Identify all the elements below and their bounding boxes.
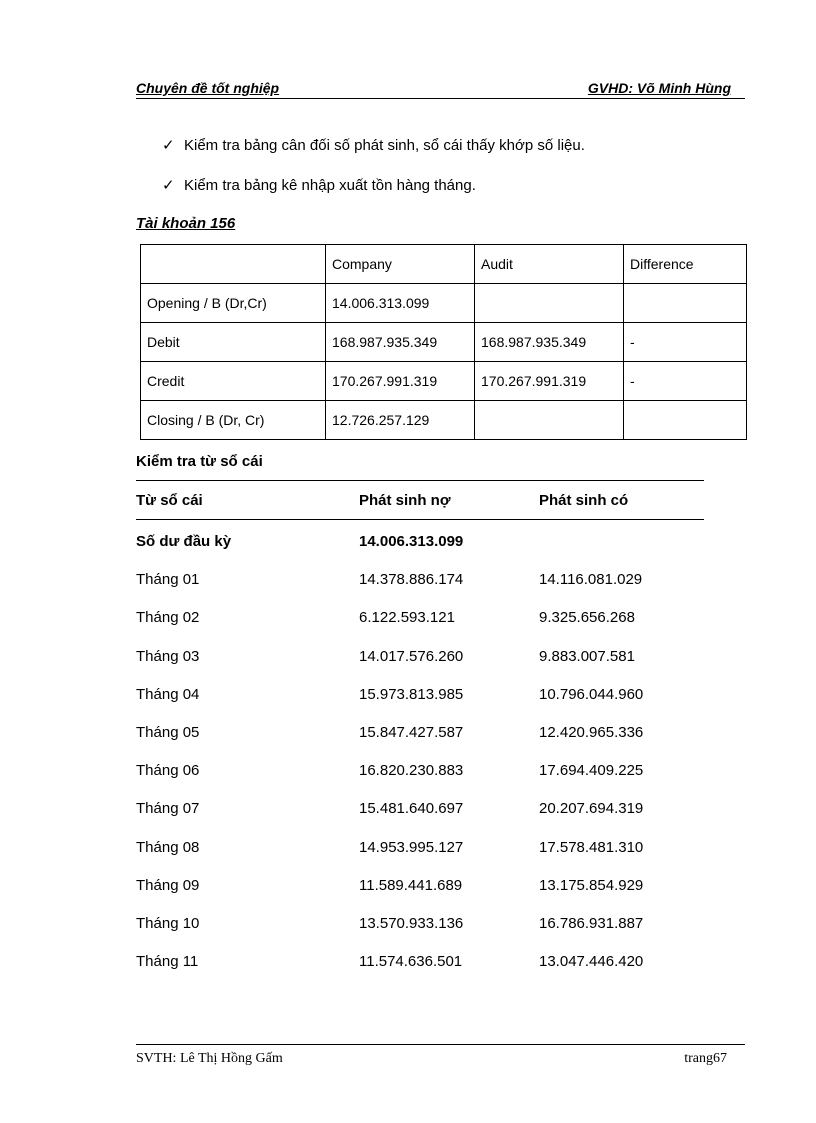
table-row (141, 323, 747, 362)
ledger-cell: 15.973.813.985 (359, 685, 464, 703)
ledger-cell: Tháng 11 (136, 953, 199, 971)
table-row (141, 362, 747, 401)
ledger-cell: 9.325.656.268 (539, 609, 635, 627)
ledger-cell: 16.786.931.887 (539, 914, 644, 932)
table-cell: Debit (141, 323, 326, 362)
ledger-cell: Tháng 03 (136, 647, 200, 665)
ledger-cell: 14.378.886.174 (359, 571, 464, 589)
table-header-row (141, 245, 747, 284)
table-cell (141, 245, 326, 284)
ledger-cell: Tháng 08 (136, 838, 200, 856)
table-cell: - (624, 323, 747, 362)
ledger-cell: 12.420.965.336 (539, 723, 644, 741)
table-cell: - (624, 362, 747, 401)
ledger-cell: Tháng 05 (136, 723, 200, 741)
bullet-text: Kiểm tra bảng cân đối số phát sinh, sổ cái thấy khớp số liệu. (184, 137, 585, 154)
table-row (141, 284, 747, 323)
table-cell: 14.006.313.099 (326, 284, 475, 323)
ledger-cell: Tháng 09 (136, 876, 200, 894)
ledger-cell: 14.953.995.127 (359, 838, 464, 856)
ledger-cell: Tháng 10 (136, 914, 200, 932)
table-cell (475, 284, 624, 323)
checkmark-icon: ✓ (162, 177, 175, 194)
ledger-cell: 17.694.409.225 (539, 762, 644, 780)
table-cell: 12.726.257.129 (326, 401, 475, 440)
ledger-title: Kiểm tra từ sổ cái (136, 453, 263, 470)
table-row (136, 839, 704, 877)
divider (136, 519, 704, 520)
ledger-cell: 10.796.044.960 (539, 685, 644, 703)
table-cell: Audit (475, 245, 624, 284)
table-row (136, 762, 704, 800)
page-footer (136, 1044, 745, 1075)
table-row (136, 800, 704, 838)
ledger-cell: 15.847.427.587 (359, 723, 464, 741)
table-row (141, 401, 747, 440)
table-row (136, 571, 704, 609)
ledger-cell: 13.175.854.929 (539, 876, 644, 894)
checkmark-icon: ✓ (162, 137, 175, 154)
ledger-cell: 17.578.481.310 (539, 838, 644, 856)
bullet-item (162, 176, 476, 194)
ledger-cell: 16.820.230.883 (359, 762, 464, 780)
ledger-rows (136, 533, 704, 991)
table-cell: Credit (141, 362, 326, 401)
ledger-cell: 14.017.576.260 (359, 647, 464, 665)
table-cell (475, 401, 624, 440)
footer-student: SVTH: Lê Thị Hồng Gấm (136, 1051, 283, 1066)
ledger-cell: Tháng 07 (136, 800, 200, 818)
table-row (136, 609, 704, 647)
header-advisor: GVHD: Võ Minh Hùng (587, 80, 731, 96)
table-row (136, 686, 704, 724)
divider (136, 480, 704, 481)
ledger-cell: 13.570.933.136 (359, 914, 464, 932)
ledger-cell: 20.207.694.319 (539, 800, 644, 818)
ledger-header-cell: Từ sổ cái (136, 492, 203, 509)
table-cell: Opening / B (Dr,Cr) (141, 284, 326, 323)
ledger-cell: 15.481.640.697 (359, 800, 464, 818)
table-cell: Company (326, 245, 475, 284)
table-cell: 170.267.991.319 (475, 362, 624, 401)
bullet-item (162, 136, 585, 154)
page-header (136, 80, 745, 99)
table-row (136, 877, 704, 915)
ledger-header-row (136, 492, 704, 512)
bullet-text: Kiểm tra bảng kê nhập xuất tồn hàng tháng. (184, 177, 476, 194)
ledger-cell: Tháng 01 (136, 571, 200, 589)
ledger-cell: Số dư đầu kỳ (136, 533, 232, 550)
table-row (136, 724, 704, 762)
page-number: trang67 (684, 1051, 727, 1066)
table-cell: Closing / B (Dr, Cr) (141, 401, 326, 440)
table-row (136, 648, 704, 686)
header-topic: Chuyên đề tốt nghiệp (136, 80, 280, 96)
account-table (140, 244, 747, 440)
ledger-cell: 9.883.007.581 (539, 647, 635, 665)
table-cell (624, 401, 747, 440)
table-row (136, 915, 704, 953)
ledger-cell: 14.116.081.029 (539, 571, 643, 589)
table-cell (624, 284, 747, 323)
ledger-cell: 11.589.441.689 (359, 876, 463, 894)
table-row (136, 953, 704, 991)
table-cell: Difference (624, 245, 747, 284)
ledger-cell: 13.047.446.420 (539, 953, 644, 971)
table-cell: 170.267.991.319 (326, 362, 475, 401)
ledger-opening-row (136, 533, 704, 571)
account-title: Tài khoản 156 (136, 215, 236, 232)
ledger-cell: 11.574.636.501 (359, 953, 463, 971)
ledger-cell: Tháng 02 (136, 609, 200, 627)
ledger-header-cell: Phát sinh nợ (359, 492, 451, 509)
ledger-cell: 14.006.313.099 (359, 533, 464, 550)
ledger-cell: Tháng 04 (136, 685, 200, 703)
ledger-header-cell: Phát sinh có (539, 492, 629, 509)
table-cell: 168.987.935.349 (326, 323, 475, 362)
ledger-cell: 6.122.593.121 (359, 609, 455, 627)
table-cell: 168.987.935.349 (475, 323, 624, 362)
ledger-cell: Tháng 06 (136, 762, 200, 780)
